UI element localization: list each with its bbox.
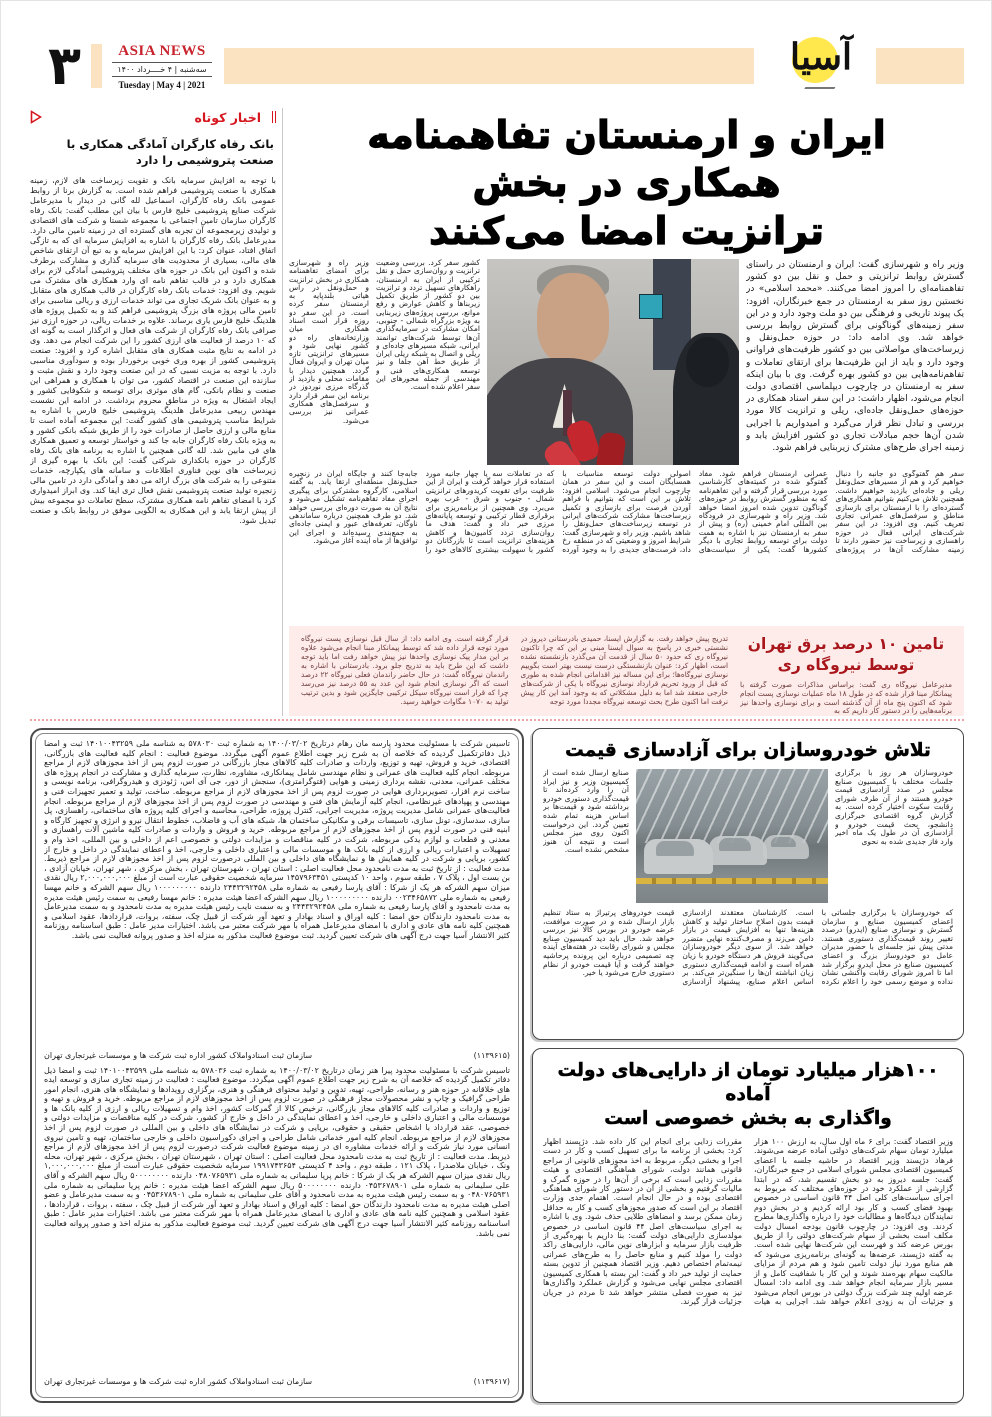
masthead-peach-bar-right — [876, 48, 964, 84]
microphone-icon — [595, 432, 626, 465]
car-factory-photo — [636, 769, 828, 903]
carmakers-upper-row — [543, 769, 953, 903]
article-column: کشور سفر کرد. بررسی وضعیت ترانزیت و روان‌سازی حمل و نقل ترکیبی از ایران به ارمنستان، راهکارهای تسهیل تردد و ترانزیت بین دو کشور از طریق تکمیل زیربناها و کاهش عوارض و رفع موانع، بررسی پروژه‌های زیربنایی به ویژه بزرگراه شمالی - جنوبی، امکان مشارکت در سرمایه‌گذاری آن‌ها توسط شرکت‌های توانمند ایرانی، شبکه مسیرهای جاده‌ای و ریلی و اتصال به شبکه ریلی ایران از طریق خط آهن جلفا و نیز توسعه همکاری‌های فنی و مهندسی از جمله محورهای این سفر اعلام شده است. — [376, 258, 480, 392]
headline-line-1: ایران و ارمنستان تفاهمنامه همکاری در بخش — [367, 113, 886, 206]
page-number: ۳ — [48, 34, 81, 97]
short-news-header — [30, 108, 276, 126]
carmakers-lower-columns: که خودروسازان با برگزاری جلساتی با اعضای کمیسیون صنایع و سازمان گسترش و نوسازی صنایع (ایدرو) درصدد تغییر روند قیمت‌گذاری دستوری هستند. مدتی پیش نیز جلسه‌ای با حضور مدیران عامل دو خودروساز بزرگ و اعضای کمیسیون صنایع در محل ایدرو برگزار شد اما تا امروز شورای رقابت واکنشی نشان نداده و موضع رسمی خود را اعلام نکرده است. کارشناسان معتقدند آزادسازی قیمت بدون اصلاح ساختار تولید و کاهش هزینه‌ها تنها به افزایش قیمت در بازار دامن می‌زند و مصرف‌کننده نهایی متضرر خواهد شد. از سوی دیگر خودروسازان می‌گویند فروش هر دستگاه خودرو با زیان همراه است و ادامه قیمت‌گذاری دستوری زیان انباشته آن‌ها را سنگین‌تر می‌کند. بر اساس اعلام صنایع، پیشنهاد آزادسازی قیمت خودروهای پرتیراژ به ستاد تنظیم بازار ارسال شده و در صورت موافقت، عرضه خودرو در بورس کالا نیز بررسی خواهد شد. حال باید دید کمیسیون صنایع مجلس و شورای رقابت در هفته‌های آینده چه تصمیمی درباره این پرونده پرحاشیه خواهند گرفت و آیا قیمت خودرو از نظام دستوری خارج می‌شود یا خیر. — [543, 909, 953, 986]
article-upper-row — [289, 259, 964, 465]
top-section — [30, 108, 964, 716]
assets-title-line-2: واگذاری به بخش خصوصی است — [604, 1108, 892, 1129]
carmakers-article-box — [532, 728, 964, 1040]
asia-logo — [766, 31, 876, 101]
notice-2-reference-number: (۱۱۳۹۶۱۷) — [473, 1377, 510, 1386]
yellow-guard-rail — [636, 878, 828, 884]
issue-date-fa: سه‌شنبه | ۴ خــــرداد ۱۴۰۰ — [112, 62, 212, 77]
power-box-column: قرار گرفته است. وی ادامه داد: از سال قبل نوسازی پست نیروگاه مورد توجه قرار داده شد که توسط پیمانکار مبنا انجام می‌شود علاوه بر این مدار پیک نوسازی واحدها نیز پیش خواهد رفت اما باید توجه داشت که این طرح باید به تدریج جلو برود. بادرستانی با اشاره به راندمان نیروگاه گفت: در حال حاضر راندمان فعلی نیروگاه ۲۲ درصد است که اگر نوسازی انجام شود این عدد به ۵۵ درصد نیز می‌رسد چرا که قرار است نیروگاه سیکل ترکیبی جایگزین شود و بدین ترتیب تولید به ۱۰۷۰ مگاوات خواهید رسید. — [301, 633, 509, 706]
masthead-divider — [91, 44, 102, 88]
notice-1-organization: سازمان ثبت اسنادواملاک کشور اداره ثبت شرکت ها و موسسات غیرتجاری تهران — [44, 1050, 313, 1060]
power-title-line-1: تامین ۱۰ درصد برق تهران — [747, 634, 945, 653]
power-box-column: تدریج پیش خواهد رفت. به گزارش ایسنا، حمیدی بادرستانی دیروز در نشستی خبری در پاسخ به سوال ایسنا مبنی بر این که چرا تاکنون نیروگاه ری که حدود ۵۰ سال از قدمت آن می‌گذرد بازنشسته نشده است، اظهار کرد: عنوان بازنشستگی درست نیست بهتر است بگوییم نوسازی نیروگاه‌ها؛ برای این مساله نیز اقداماتی انجام شده به طوری که قبل از ورود تحریم قرارداد نوسازی نیروگاه با یکی از شرکت‌های خارجی منعقد شد اما به دلیل مشکلاتی که به وجود آمد این کار پیش نرفت اما اکنون طرح بحث توسعه نیروگاه مجددا مورد توجه — [520, 633, 728, 706]
notice-2-footer — [44, 1377, 510, 1386]
dotted-divider — [30, 719, 964, 721]
short-news-sidebar — [30, 108, 276, 716]
article-column: اجرایی به هیات مقررات زدایی برای انجام این کار داده شد. دژپسند اظهار کرد: بخشی از برنامه ما برای تسهیل کسب و کار در دست اجرا و بخشی دیگر، مربوط به اخذ مجوزهای قانونی از مراجع قانونی همانند دولت، شورای هماهنگی اقتصادی و هیئت مقررات زدایی است که برخی از آن‌ها را در حوزه گمرک و مالیات گرفتیم و بخشی از آن در دستور کار شورای هماهنگی اقتصادی بوده و در حال انجام است. اهتمام جدی وزارت اقتصاد بر این است که صدور مجوزهای کسب و کار به حداقل زمان ممکن برسد و امضاهای طلایی حذف شود. وی با اشاره به اجرای سیاست‌های اصل ۴۴ قانون اساسی در خصوص مولدسازی دارایی‌های دولت گفت: بنا داریم با بهره‌گیری از ظرفیت بازار سرمایه و ابزارهای نوین مالی، دارایی‌های راکد دولت را مولد کنیم و منابع حاصل را به طرح‌های عمرانی نیمه‌تمام اختصاص دهیم. وزیر اقتصاد همچنین از تدوین بسته حمایت از تولید خبر داد و گفت: این بسته با همکاری کمیسیون اقتصادی مجلس نهایی می‌شود و گزارش عملکرد واگذاری‌ها نیز به صورت فصلی منتشر خواهد شد تا مردم در جریان جزئیات قرار گیرند. — [543, 1137, 809, 1306]
car-body-shell — [709, 836, 767, 865]
logo-tagline-script — [804, 83, 837, 89]
bottom-articles-column — [532, 728, 964, 1403]
article-column: صنایع ارسال شده است از کمیسیون وزیر و نیز ایراد آن را وارد کرده‌اند تا قیمت‌گذاری دستوری خودرو برداشته شود و قیمت‌ها بر اساس هزینه تمام شده تعیین گردد. این درخواست اکنون روی میز مجلس است و نتیجه آن هنوز مشخص نشده است. — [543, 769, 629, 855]
article-lead-column: وزیر راه و شهرسازی گفت: ایران و ارمنستان در راستای گسترش روابط ترانزیتی و حمل و نقل بین دو کشور تفاهمنامه‌ای را امروز امضا می‌کنند. «محمد اسلامی» در نخستین روز سفر به ارمنستان در جمع خبرنگاران، افزود: یک پیوند تاریخی و فرهنگی بین دو ملت وجود دارد و در این سفر زمینه‌های گوناگونی برای گسترش روابط بررسی خواهد شد. وی ادامه داد: در حوزه حمل‌ونقل و زیرساخت‌های مواصلاتی بین دو کشور ظرفیت‌های فراوانی وجود دارد و باید از این ظرفیت‌ها برای ارتقای تعاملات و تفاهم‌نامه‌هایی بین دو کشور بهره گرفت. وی با بیان اینکه سفر به ارمنستان در چارچوب دیپلماسی اقتصادی دولت انجام می‌شود، اظهار داشت: در این سفر اسناد همکاری در حوزه‌های حمل‌ونقل جاده‌ای، ریلی و ترانزیت کالا مورد بررسی و تبادل نظر قرار می‌گیرد و امیدواریم با اجرایی شدن آن‌ها حجم مبادلات تجاری دو کشور افزایش یابد و زمینه اجرای طرح‌های مشترک زیربنایی فراهم شود. — [746, 259, 964, 453]
power-plant-box — [289, 626, 964, 716]
registration-notice-1: تاسیس شرکت با مسئولیت محدود پارسه مان رهام درتاریخ ۱۴۰۰/۰۳/۰۲ به شماره ثبت ۵۷۸۰۳۰ به شناسه ملی ۱۴۰۱۰۰۴۳۲۵۹ ثبت و امضا ذیل دفاترتکمیل گردیده که خلاصه آن به شرح زیر جهت اطلاع عموم آگهی میگردد. موضوع فعالیت : انجام کلیه فعالیت های بازرگانی، اقتصادی، خرید و فروش، تهیه و توزیع، واردات و صادرات کلیه کالاهای مجاز بازرگانی در صورت لزوم پس از اخذ مجوزهای لازم از مراجع مربوطه. انجام کلیه فعالیت های عمرانی و نظام مهندسی شامل پیمانکاری، مشاوره، نظارت، سرمایه گذاری و مشارکت در انجام پروژه های مختلف عمرانی، معدنی، نقشه برداری زمینی و هوایی (فتوگرامتری)، سنجش از دور، جی آی اس، ژئودزی و هیدروگرافی، برنامه نویسی و ساخت نرم افزار، تصویربرداری هوایی در صورت لزوم پس از اخذ مجوزهای لازم از مراجع مربوطه. ساخت، تولید و تعمیر تجهیزات فنی و مهندسی و پهپادهای غیرنظامی، انجام کلیه آزمایش های فنی و مهندسی در صورت لزوم پس از اخذ مجوزهای لازم از مراجع مربوطه. انجام فعالیت‌های عمرانی شامل مدیریت پروژه، مدیریت اجرایی، کنترل پروژه، طراحی، محاسبه و اجرای کلیه پروژه های ساختمانی، راهسازی، پل سازی، سدسازی، تونل سازی، تاسیسات برقی و مکانیکی ساختمان ها، شبکه های آب و فاضلاب، خطوط انتقال نیرو و انرژی و تجهیز کارگاه و ابنیه فنی در صورت لزوم پس از اخذ مجوزهای لازم از مراجع مربوطه. خرید و فروش و واردات و صادرات کلیه ماشین آلات راهسازی و معدنی و قطعات و لوازم یدکی مربوطه، شرکت در کلیه مناقصات و مزایدات دولتی و خصوصی اعم از داخلی و بین المللی، اخذ وام و تسهیلات و اعتبارات ریالی و ارزی از کلیه بانک ها و موسسات مالی و اعتباری داخلی و خارجی، اخذ و اعطای نمایندگی در داخل و خارج از کشور، برپایی و شرکت در کلیه همایش ها و نمایشگاه های داخلی و بین المللی درصورت لزوم پس از اخذ مجوزهای لازم از مراجع ذیربط. مدت فعالیت : از تاریخ ثبت به مدت نامحدود محل فعالیت اصلی : استان تهران ، شهرستان تهران ، بخش مرکزی ، شهر تهران، خیابان آزادی ، بن بست اول ، پلاک ۷ ، طبقه سوم ، واحد ۱۰ کدپستی ۱۴۵۷۹۶۳۴۵۱ سرمایه شخصیت حقوقی عبارت است از مبلغ ۲,۰۰۰,۰۰۰,۰۰۰ ریال نقدی میزان سهم الشرکه هر یک از شرکا : آقای پارسا رفیعی به شماره ملی ۲۴۴۳۲۹۲۴۵۸ دارنده ۱۰۰۰۰۰۰۰۰۰ ریال سهم الشرکه و خانم مهسا رفیعی به شماره ملی ۰۰۲۳۴۶۵۸۷۲ دارنده ۱۰۰۰۰۰۰۰۰۰ ریال سهم الشرکه اعضا هیئت مدیره : خانم مهسا رفیعی به سمت رئیس هیئت مدیره به مدت نامحدود و آقای پارسا رفیعی به شماره ملی ۲۴۴۳۲۹۲۴۵۸ و به سمت نایب رئیس هیئت مدیره به مدت نامحدود و به سمت مدیرعامل به مدت نامحدود دارندگان حق امضا : کلیه اوراق و اسناد بهادار و تعهد آور شرکت از قبیل چک، سفته، بروات، قراردادها، عقود اسلامی و همچنین کلیه نامه های عادی و اداری با امضای مدیرعامل همراه با مهر شرکت معتبر می باشد. اختیارات مدیر عامل : طبق اساسنامه روزنامه کثیر الانتشار آسیا جهت درج آگهی های شرکت تعیین گردید. ثبت موضوع فعالیت مذکور به منزله اخذ و صدور پروانه فعالیت نمی باشد. — [44, 739, 510, 940]
car-body-shell — [763, 835, 809, 859]
state-assets-article-box — [532, 1048, 964, 1403]
power-box-title-block — [740, 634, 952, 716]
double-bar-icon — [266, 111, 276, 123]
article-column: وزیر اقتصاد گفت: برای ۶ ماه اول سال، به ارزش ۱۰۰ هزار میلیارد تومان سهام شرکت‌های دولتی آماده عرضه می‌شوند. فرهاد دژپسند وزیر اقتصاد در حاشیه جلسه با اعضای کمیسیون اقتصادی مجلس شورای اسلامی در جمع خبرنگاران، گفت: جلسه دیروز به دو بخش تقسیم شد، که در ابتدا گزارشی از عملکرد خود در حوزه‌های مختلف که مربوط به اجرای سیاست‌های کلی اصل ۴۴ قانون اساسی در خصوص بهبود فضای کسب و کار بود ارائه کردیم و در بخش دوم نمایندگان دیدگاه‌ها و مطالبات خود را درباره واگذاری‌ها مطرح کردند. وی افزود: در چارچوب قانون بودجه امسال دولت مکلف است بخشی از سهام شرکت‌های دولتی را از طریق بورس عرضه کند و فهرست این شرکت‌ها نهایی شده است. به گفته دژپسند، عرضه‌ها به گونه‌ای برنامه‌ریزی می‌شود که هم منابع مورد نیاز دولت تامین شود و هم مردم از مزایای مالکیت سهام بهره‌مند شوند و این کار با شفافیت کامل و از مسیر بازار سرمایه انجام خواهد شد. وی ادامه داد: امسال عرضه اولیه چند شرکت بزرگ دولتی در بورس انجام می‌شود و جزئیات آن به زودی اعلام خواهد شد. — [754, 1137, 953, 1306]
logo-wordmark: آسیا — [790, 36, 852, 78]
bottom-section — [30, 728, 964, 1403]
power-title-line-2: توسط نیروگاه ری — [777, 655, 915, 674]
article-lower-columns: سفر هم گفتوگوی دو جانبه را دنبال خواهیم کرد و هم از مسیرهای حمل‌ونقل ریلی و جاده‌ای بازدید خواهیم داشت. همچنین تلاش می‌کنیم بتوانیم همکاری‌های گسترده‌ای را با ارمنستان برای بازسازی مناطق و سرفصل‌های عمرانی تجاری تعریف کنیم. وی افزود: در این سفر شرکت‌های ایرانی فعال در حوزه راهسازی و زیرساخت نیز حضور دارند تا زمینه مشارکت آن‌ها در پروژه‌های عمرانی ارمنستان فراهم شود. مفاد گفتوگو شده در کمیته‌های کارشناسی مورد بررسی قرار گرفته و این تفاهم‌نامه که به منظور گسترش روابط در حوزه‌های گوناگون تدوین شده امروز امضا خواهد شد. وزیر راه و شهرسازی در فرودگاه بین المللی امام خمینی (ره) و پیش از سفر به ارمنستان نیز با اشاره به همت دولت برای توسعه روابط تجاری با دیگر کشورها گفت: یکی از سیاست‌های اصولی دولت توسعه مناسبات با همسایگان است و این سفر در همان چارچوب انجام می‌شود. اسلامی افزود: تلاش بر این است که بتوانیم با فراهم آوردن فرصت برای بازسازی و تکمیل زیرساخت‌ها مشارکت شرکت‌های ایرانی در توسعه زیرساخت‌های حمل‌ونقل را شاهد باشیم. وزیر راه و شهرسازی گفت: شرایط امروز و وضعیتی که در منطقه رخ داد، فرصت‌های جدیدی را به وجود آورده که در تعاملات سه یا چهار جانبه مورد استفاده قرار خواهد گرفت و ایران از این ظرفیت برای تقویت کریدورهای ترانزیتی شمال - جنوب و شرق - غرب بهره می‌برد. وی همچنین از برنامه‌ریزی برای برقراری قطار ترکیبی و توسعه پایانه‌های مرزی خبر داد و گفت: هدف ما روان‌سازی تردد کامیون‌ها و کاهش هزینه‌های ترانزیت است تا بازرگانان دو کشور با سهولت بیشتری کالاهای خود را جابه‌جا کنند و جایگاه ایران در زنجیره حمل‌ونقل منطقه‌ای ارتقا یابد. به گفته اسلامی، کارگروه مشترکی برای پیگیری اجرای مفاد تفاهم‌نامه تشکیل می‌شود و نتایج آن به صورت دوره‌ای بررسی خواهد شد. دو طرف همچنین درباره ساماندهی ناوگان، تعرفه‌های عبور و ایمنی جاده‌ای به جمع‌بندی رسیده‌اند و اجرای این توافق‌ها از ماه آینده آغاز می‌شود. — [289, 469, 964, 554]
masthead — [30, 28, 964, 104]
short-news-body: با توجه به افزایش سرمایه بانک و تقویت زیرساخت های لازم، زمینه همکاری با صنعت پتروشیمی فراهم شده است. به گزارش برنا از روابط عمومی بانک رفاه کارگران، اسماعیل لله گانی در دیدار با مدیرعامل شرکت صنایع پتروشیمی خلیج فارس با بیان این مطلب گفت: بانک رفاه کارگران سازمان تامین اجتماعی با مجموعه شستا و شرکت های اقتصادی و تولیدی زیرمجموعه آن تجربه های گسترده ای در زمینه تامین مالی دارد. مدیرعامل بانک رفاه کارگران با اشاره به افزایش سرمایه ای که به تازگی اتفاق افتاد، عنوان کرد: با این افزایش سرمایه و به تبع آن ارتقای شاخص های مالی، بسیاری از محدودیت های سرمایه گذاری و مشارکت برطرف شده و اکنون این بانک در حوزه های مختلف پتروشیمی آمادگی لازم برای همکاری دارد و در قالب تفاهم نامه ای وارد همکاری های مشترک می شویم. وی افزود: خدمات بانک رفاه کارگران در قالب همکاری های متقابل و به عنوان بانک شریک تجاری می تواند خدمات ارزی و ریالی مناسبی برای تامین مالی پروژه های بزرگ پتروشیمی فراهم کند و به تکمیل پروژه های هلدینگ خلیج فارس یاری برساند. علاوه بر خدمات ریالی، در حوزه ارزی نیز صرافی بانک رفاه کارگران از شرکت های فعال و اثرگذار است به گونه ای که ۱۰ درصد از فعالیت های ارزی کشور را این شرکت انجام می دهد. وی در ادامه به نتایج مثبت همکاری های متقابل اشاره کرد و افزود: صنعت پتروشیمی کشور از بهره وری خوبی برخوردار بوده و سودآوری مناسبی دارد. با توجه به مزیت نسبی که در این صنعت وجود دارد و نقش مثبت و سازنده این صنعت در اقتصاد کشور، می توان با همکاری و همراهی این صنعت و نظام بانکی، گام های موثری برای توسعه و شکوفایی کشور و ایجاد اشتغال به ویژه در مناطق محروم برداشت. در ادامه این نشست مهندس ربیعی مدیرعامل هلدینگ پتروشیمی خلیج فارس با اشاره به شرایط مناسب پتروشیمی های کشور گفت: این مجموعه آماده است تا منابع مالی و ارزی حاصل از صادرات خود را از طریق شبکه بانکی کشور و به ویژه بانک رفاه کارگران جابه جا کند و خواستار توسعه و تعمیق همکاری های فی مابین شد. لله گانی همچنین با اشاره به برنامه های بانک رفاه کارگران در حوزه بانکداری شرکتی گفت: این بانک با بهره گیری از زیرساخت های نوین فناوری اطلاعات و سامانه های یکپارچه، خدمات متنوعی را به شرکت های بزرگ ارائه می دهد و آمادگی دارد در تامین مالی زنجیره تولید صنعت پتروشیمی نقش فعال تری ایفا کند. وی ابراز امیدواری کرد با امضای تفاهم نامه همکاری مشترک، سطح تعاملات دو مجموعه بیش از پیش ارتقا یابد و این همکاری به الگویی موفق در روابط بانک و صنعت تبدیل شود. — [30, 176, 276, 525]
foreground-reporter-head — [686, 337, 729, 386]
main-article — [289, 108, 964, 716]
registration-notices-box — [30, 728, 524, 1403]
notice-1-footer — [44, 1051, 510, 1060]
brand-name: ASIA NEWS — [118, 42, 206, 59]
registration-notice-2: تاسیس شرکت با مسئولیت محدود پیرا هنر زمان درتاریخ ۱۴۰۰/۰۳/۰۲ به شماره ثبت ۵۷۸۰۳۶ به شناسه ملی ۱۴۰۱۰۰۴۳۵۹۹ ثبت و امضا ذیل دفاتر تکمیل گردیده که خلاصه آن به شرح زیر جهت اطلاع عموم آگهی میگردد. موضوع فعالیت : فعالیت در زمینه تجاری سازی و توسعه ایده های خلاقانه در حوزه هنر و رسانه، طراحی، تهیه، تدوین و تولید محتوای فرهنگی و هنری، برگزاری رویدادها و نمایشگاه های هنری، انجام امور طراحی گرافیک و چاپ و نشر محصولات مجاز فرهنگی در صورت لزوم پس از اخذ مجوزهای لازم از مراجع مربوطه. خرید و فروش و تهیه و توزیع و واردات و صادرات کلیه کالاهای مجاز بازرگانی، ترخیص کالا از گمرکات کشور، اخذ وام و تسهیلات ریالی و ارزی از کلیه بانک ها و موسسات مالی و اعتباری داخلی و خارجی، اخذ و اعطای نمایندگی در داخل و خارج از کشور، شرکت در کلیه مناقصات و مزایدات دولتی و خصوصی، عقد قرارداد با اشخاص حقیقی و حقوقی، برپایی و شرکت در نمایشگاه های داخلی و بین المللی در صورت لزوم پس از اخذ مجوزهای لازم از مراجع مربوطه. انجام کلیه امور خدماتی شامل طراحی و اجرای دکوراسیون داخلی و خارجی ساختمان، تهیه و تامین نیروی انسانی مورد نیاز شرکت و ارائه خدمات مشاوره ای در زمینه موضوع فعالیت شرکت درصورت لزوم پس از اخذ مجوزهای لازم از مراجع ذیربط. مدت فعالیت : از تاریخ ثبت به مدت نامحدود محل فعالیت اصلی : استان تهران ، شهرستان تهران ، بخش مرکزی ، شهر تهران، محله ونک ، خیابان ملاصدرا ، پلاک ۱۲۱ ، طبقه دوم ، واحد ۴ کدپستی ۱۹۹۱۷۴۳۶۵۴ سرمایه شخصیت حقوقی عبارت است از مبلغ ۱,۰۰۰,۰۰۰,۰۰۰ ریال نقدی میزان سهم الشرکه هر یک از شرکا : خانم پریا سلیمانی به شماره ملی ۰۴۸۰۷۶۵۹۳۱ دارنده ۵۰۰۰۰۰۰۰۰ ریال سهم الشرکه و آقای علی سلیمانی به شماره ملی ۰۴۵۳۶۷۸۹۰۱ دارنده ۵۰۰۰۰۰۰۰۰ ریال سهم الشرکه اعضا هیئت مدیره : خانم پریا سلیمانی به شماره ملی ۰۴۸۰۷۶۵۹۳۱ و به سمت رئیس هیئت مدیره به مدت نامحدود و آقای علی سلیمانی به شماره ملی ۰۴۵۳۶۷۸۹۰۱ و به سمت مدیرعامل و عضو اصلی هیئت مدیره به مدت نامحدود دارندگان حق امضا : کلیه اوراق و اسناد بهادار و تعهد آور شرکت از قبیل چک ، سفته ، بروات ، قراردادها ، عقود اسلامی و همچنین کلیه نامه های عادی و اداری با امضای مدیرعامل همراه با مهر شرکت معتبر می باشد. اختیارات مدیر عامل : طبق اساسنامه روزنامه کثیر الانتشار آسیا جهت درج آگهی های شرکت تعیین گردید. ثبت موضوع فعالیت مذکور به منزله اخذ و صدور پروانه فعالیت نمی باشد. — [44, 1065, 510, 1238]
minister-interview-photo — [487, 259, 739, 465]
issue-date-en: Tuesday | May 4 | 2021 — [118, 79, 206, 90]
article-column: خودروسازان هر روز با برگزاری جلسات مختلف با کمیسیون صنایع مجلس در صدد آزادسازی قیمت خودرو هستند و از آن طرف شورای رقابت سکوت اختیار کرده است. به گزارش گروه اقتصادی خبرگزاری دانشجو، بحث قیمت خودرو و آزادسازی آن در طول یک ماه اخیر وارد فاز جدیدی شده به نحوی — [835, 769, 953, 846]
notice-1-reference-number: (۱۱۳۹۶۱۵) — [473, 1050, 510, 1060]
minister-face — [537, 273, 609, 365]
teal-folder — [639, 294, 664, 319]
column-divider — [282, 108, 283, 716]
section-title: اخبار کوتاه — [194, 109, 261, 125]
triangle-arrow-icon — [30, 110, 42, 124]
carmakers-headline: تلاش خودروسازان برای آزادسازی قیمت — [565, 740, 931, 761]
article-column: وزیر راه و شهرسازی برای امضای تفاهمنامه همکاری در بخش ترانزیت و حمل‌ونقل در راس هیاتی بلندپایه به ارمنستان سفر کرده است. در این سفر دو روزه قرار است اسناد همکاری میان وزارتخانه‌های راه دو کشور نهایی شود و مسیرهای ترانزیتی تازه میان تهران و ایروان فعال گردد. همچنین دیدار با مقامات محلی و بازدید از گذرگاه مرزی نوردوز در برنامه این سفر قرار دارد و سرفصل‌های همکاری عمرانی نیز بررسی می‌شود. — [289, 258, 369, 425]
notice-2-organization: سازمان ثبت اسنادواملاک کشور اداره ثبت شرکت ها و موسسات غیرتجاری تهران — [44, 1377, 313, 1386]
factory-ceiling-lights — [636, 769, 828, 843]
car-body-shell — [644, 839, 713, 874]
masthead-peach-bar — [224, 48, 754, 84]
short-news-title: بانک رفاه کارگران آمادگی همکاری با صنعت پتروشیمی را دارد — [66, 137, 274, 167]
main-headline — [289, 113, 964, 254]
state-assets-headline — [543, 1059, 953, 1131]
assets-title-line-1: ۱۰۰هزار میلیارد تومان از دارایی‌های دولت آماده — [557, 1060, 939, 1105]
power-box-intro: مدیرعامل نیروگاه ری گفت: براساس مذاکرات صورت گرفته با پیمانکار مبنا قرار شده که در طول ۱۸ ماه عملیات نوسازی پست انجام شود که اکنون پنج ماه از آن گذشته است و برای نوسازی واحدها نیز برنامه‌هایی را در دستور کار داریم که به — [740, 680, 952, 716]
brand-block — [112, 43, 212, 90]
state-assets-columns — [543, 1137, 953, 1403]
power-box-title — [740, 634, 952, 676]
headline-line-2: ترانزیت امضا می‌کنند — [428, 209, 825, 254]
